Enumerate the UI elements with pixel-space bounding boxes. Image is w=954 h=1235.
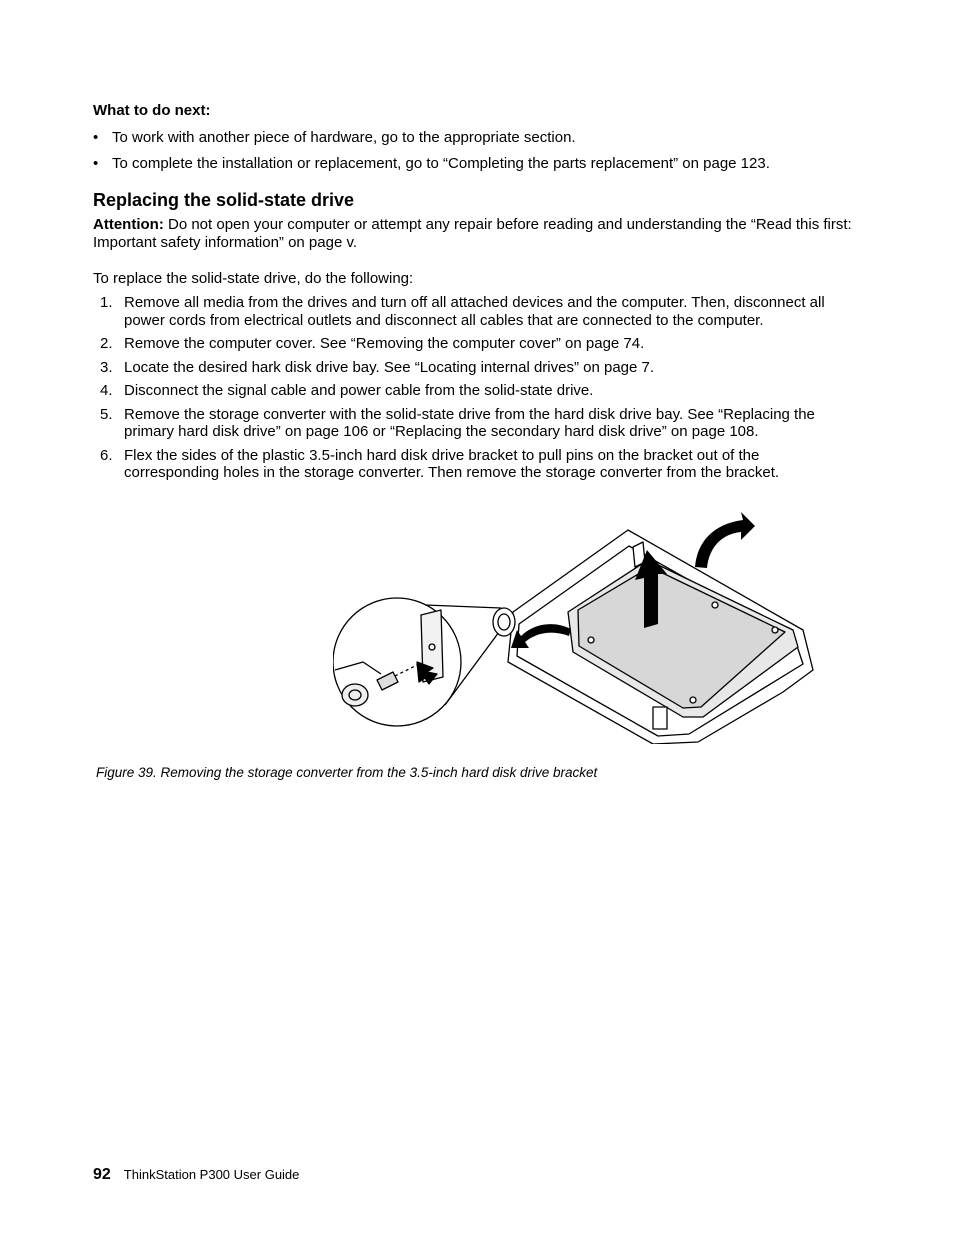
- procedure-intro: To replace the solid-state drive, do the following:: [93, 270, 414, 287]
- book-title: ThinkStation P300 User Guide: [123, 1167, 300, 1182]
- attention-text: Do not open your computer or attempt any repair before reading and understanding the “Read this first: Important safety information” on page v.: [93, 216, 852, 251]
- list-item: • To complete the installation or replacement, go to “Completing the parts replacement” on page 123.: [93, 155, 770, 172]
- step-item: 5. Remove the storage converter with the solid-state drive from the hard disk drive bay. See “Replacing the primary hard disk drive” on page 106 or “Replacing the secondary hard disk drive” on page 108.: [100, 405, 815, 440]
- step-item: 6. Flex the sides of the plastic 3.5-inch hard disk drive bracket to pull pins on the bracket out of the corresponding holes in the storage converter. Then remove the storage converter from the bracket.: [100, 446, 780, 481]
- attention-label: Attention:: [93, 216, 164, 233]
- bullet-icon: •: [93, 129, 99, 146]
- attention-notice: [93, 216, 853, 252]
- step-item: 4. Disconnect the signal cable and power cable from the solid-state drive.: [100, 382, 594, 399]
- bullet-icon: •: [93, 155, 99, 172]
- list-item: • To work with another piece of hardware, go to the appropriate section.: [93, 129, 576, 146]
- section-title: Replacing the solid-state drive: [93, 190, 355, 210]
- procedure-steps: [93, 294, 853, 488]
- figure-caption: Figure 39. Removing the storage converter from the 3.5-inch hard disk drive bracket: [96, 765, 598, 780]
- step-item: 3. Locate the desired hark disk drive bay. See “Locating internal drives” on page 7.: [100, 358, 655, 376]
- page-number: 92: [93, 1166, 111, 1183]
- what-to-do-next-heading: What to do next:: [93, 102, 211, 119]
- storage-converter-removal-illustration: [333, 512, 833, 744]
- step-item: 1. Remove all media from the drives and turn off all attached devices and the computer. Then, disconnect all power cords from electrical outlets and disconnect all cables that are connected to the computer.: [100, 294, 825, 329]
- page-footer: [93, 1166, 299, 1184]
- step-item: 2. Remove the computer cover. See “Removing the computer cover” on page 74.: [100, 335, 645, 352]
- next-steps-list: [93, 129, 853, 181]
